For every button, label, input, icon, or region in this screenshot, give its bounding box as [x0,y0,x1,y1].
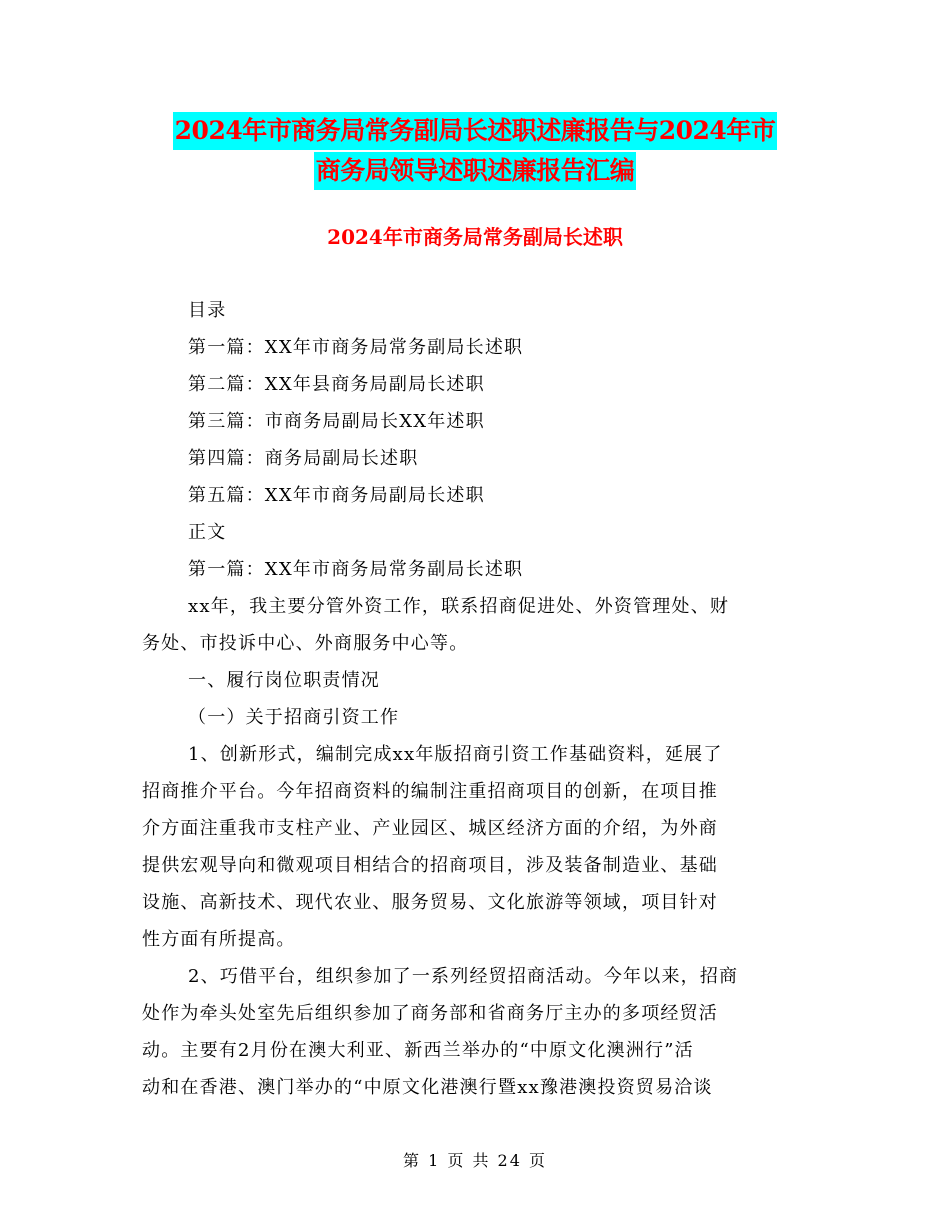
text-line: 1、创新形式，编制完成xx年版招商引资工作基础资料，延展了 [188,744,723,765]
title-line-2: 商务局领导述职述廉报告汇编 [314,152,637,190]
text-line: 第一篇：XX年市商务局常务副局长述职 [188,559,524,580]
text-line: 第二篇：XX年县商务局副局长述职 [188,374,485,395]
text-line: 招商推介平台。今年招商资料的编制注重招商项目的创新，在项目推 [142,781,718,802]
document-body [142,292,812,1106]
text-line: 目录 [188,300,227,321]
text-line: 第五篇：XX年市商务局副局长述职 [188,485,485,506]
text-line: 正文 [188,522,227,543]
text-line: 提供宏观导向和微观项目相结合的招商项目，涉及装备制造业、基础 [142,855,718,876]
text-line: 第四篇：商务局副局长述职 [188,448,419,469]
text-line: 务处、市投诉中心、外商服务中心等。 [142,633,469,654]
text-line: 设施、高新技术、现代农业、服务贸易、文化旅游等领域，项目针对 [142,892,718,913]
text-line: 一、履行岗位职责情况 [188,670,380,691]
document-title [0,112,950,190]
text-line: 处作为牵头处室先后组织参加了商务部和省商务厅主办的多项经贸活 [142,1003,718,1024]
page-footer: 第 1 页 共 24 页 [403,1151,547,1170]
text-line: 第一篇：XX年市商务局常务副局长述职 [188,337,524,358]
text-line: xx年，我主要分管外资工作，联系招商促进处、外资管理处、财 [188,596,730,617]
section-heading: 2024年市商务局常务副局长述职 [327,225,623,249]
text-line: 动和在香港、澳门举办的“中原文化港澳行暨xx豫港澳投资贸易洽谈 [142,1077,713,1098]
text-line: （一）关于招商引资工作 [188,707,400,728]
text-line: 介方面注重我市支柱产业、产业园区、城区经济方面的介绍，为外商 [142,818,718,839]
text-line: 动。主要有2月份在澳大利亚、新西兰举办的“中原文化澳洲行”活 [142,1040,694,1061]
title-line-1: 2024年市商务局常务副局长述职述廉报告与2024年市 [173,112,778,150]
text-line: 第三篇：市商务局副局长XX年述职 [188,411,485,432]
text-line: 2、巧借平台，组织参加了一系列经贸招商活动。今年以来，招商 [188,966,739,987]
text-line: 性方面有所提高。 [142,929,296,950]
